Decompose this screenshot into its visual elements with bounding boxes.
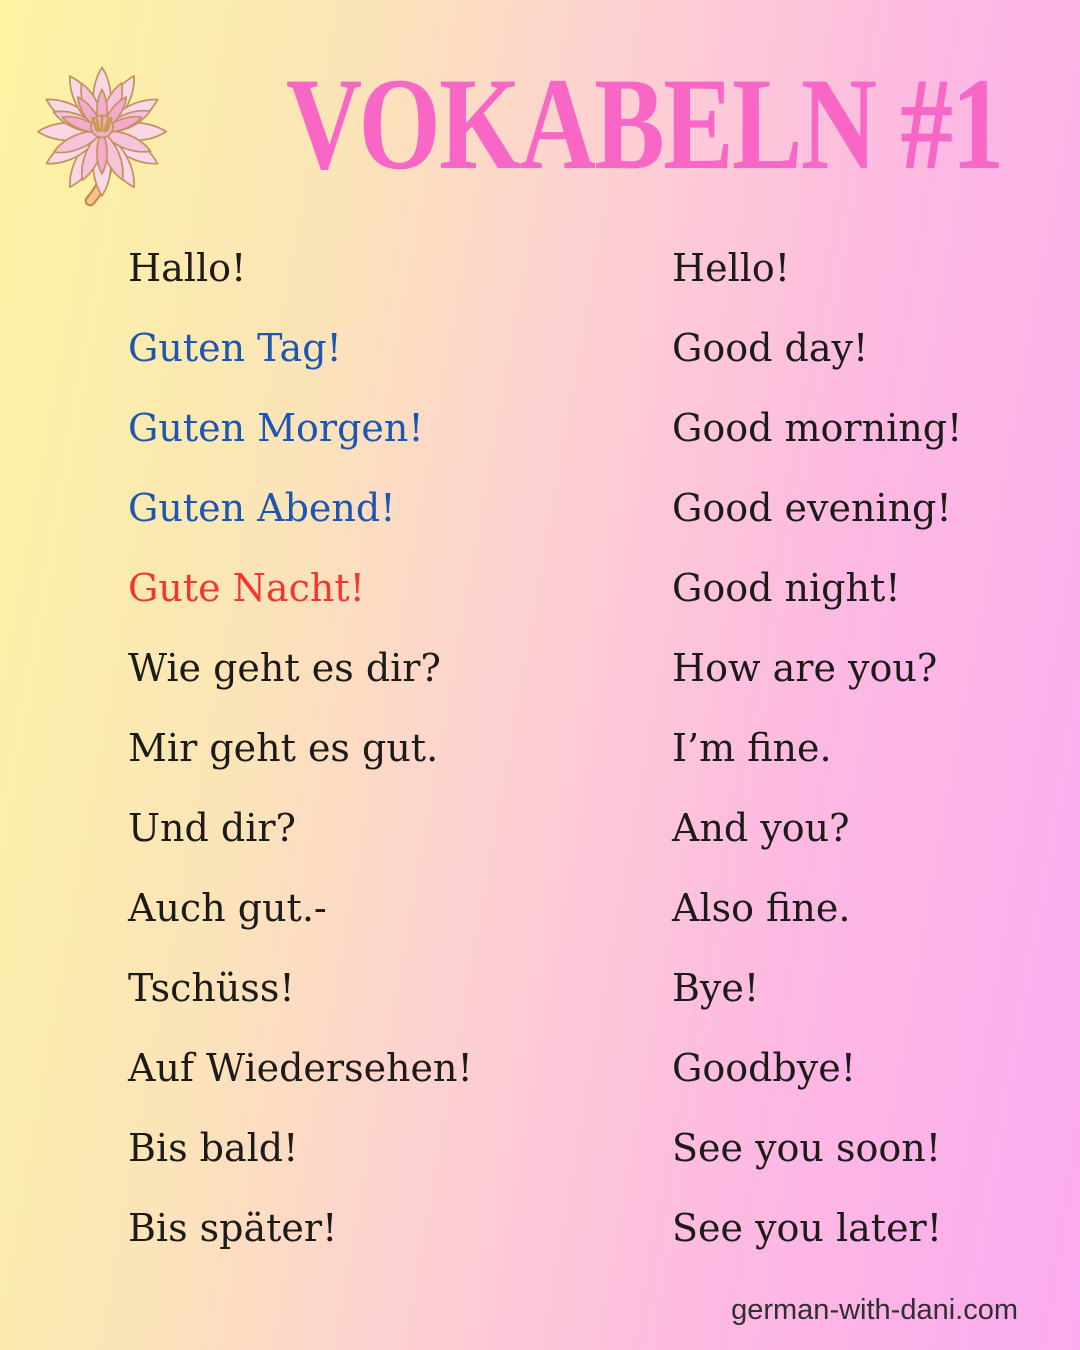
english-phrase: Hello! bbox=[672, 246, 791, 290]
german-phrase: Tschüss! bbox=[128, 966, 295, 1010]
german-phrase: Wie geht es dir? bbox=[128, 646, 441, 690]
vocab-row bbox=[0, 868, 1080, 948]
german-phrase: Auf Wiedersehen! bbox=[128, 1046, 473, 1090]
vocab-row bbox=[0, 228, 1080, 308]
german-phrase: Guten Morgen! bbox=[128, 406, 424, 450]
german-phrase: Und dir? bbox=[128, 806, 296, 850]
german-phrase: Mir geht es gut. bbox=[128, 726, 439, 770]
english-phrase: And you? bbox=[672, 806, 850, 850]
vocab-row bbox=[0, 308, 1080, 388]
vocab-row bbox=[0, 388, 1080, 468]
english-phrase: Bye! bbox=[672, 966, 760, 1010]
english-phrase: Good morning! bbox=[672, 406, 963, 450]
german-phrase: Hallo! bbox=[128, 246, 247, 290]
german-phrase: Guten Abend! bbox=[128, 486, 396, 530]
german-phrase: Bis später! bbox=[128, 1206, 338, 1250]
vocab-row bbox=[0, 548, 1080, 628]
english-phrase: Goodbye! bbox=[672, 1046, 856, 1090]
english-phrase: See you later! bbox=[672, 1206, 942, 1250]
vocab-row bbox=[0, 788, 1080, 868]
german-phrase: Bis bald! bbox=[128, 1126, 299, 1170]
vocab-row bbox=[0, 628, 1080, 708]
footer-url: german-with-dani.com bbox=[731, 1294, 1018, 1327]
vocab-row bbox=[0, 708, 1080, 788]
german-phrase: Gute Nacht! bbox=[128, 566, 365, 610]
vocab-row bbox=[0, 1028, 1080, 1108]
english-phrase: Good night! bbox=[672, 566, 901, 610]
vocab-row bbox=[0, 1108, 1080, 1188]
vocab-list bbox=[0, 228, 1080, 1268]
english-phrase: Also fine. bbox=[672, 886, 851, 930]
english-phrase: Good day! bbox=[672, 326, 869, 370]
german-phrase: Auch gut.- bbox=[128, 886, 327, 930]
english-phrase: See you soon! bbox=[672, 1126, 941, 1170]
vocab-row bbox=[0, 468, 1080, 548]
english-phrase: Good evening! bbox=[672, 486, 952, 530]
page-title: VOKABELN #1 bbox=[286, 50, 1003, 197]
english-phrase: I’m fine. bbox=[672, 726, 832, 770]
vocab-row bbox=[0, 1188, 1080, 1268]
lotus-flower-icon bbox=[26, 56, 178, 214]
vocab-row bbox=[0, 948, 1080, 1028]
german-phrase: Guten Tag! bbox=[128, 326, 342, 370]
english-phrase: How are you? bbox=[672, 646, 938, 690]
